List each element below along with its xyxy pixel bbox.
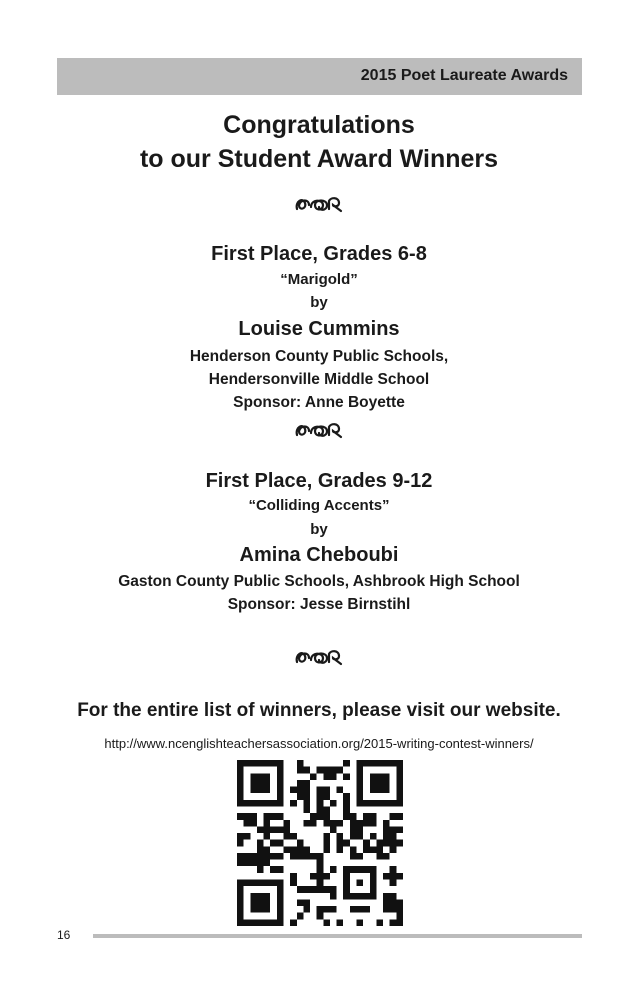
ornament-divider bbox=[0, 648, 638, 671]
winner-1-place: First Place, Grades 6-8 bbox=[211, 243, 427, 265]
ornament-divider bbox=[0, 421, 638, 444]
winner-2-by: by bbox=[310, 521, 328, 538]
website-url-link[interactable]: http://www.ncenglishteachersassociation.org/2015-writing-contest-winners/ bbox=[104, 736, 534, 751]
header-bar bbox=[57, 58, 582, 95]
heading-line-2: to our Student Award Winners bbox=[139, 145, 499, 173]
flourish-icon bbox=[293, 195, 345, 213]
header-title: 2015 Poet Laureate Awards bbox=[360, 67, 568, 84]
winner-2-place: First Place, Grades 9-12 bbox=[205, 470, 433, 492]
winner-2-poem-title: “Colliding Accents” bbox=[248, 497, 390, 514]
winner-2-school-line-1: Gaston County Public Schools, Ashbrook High School bbox=[118, 573, 520, 590]
page-number: 16 bbox=[57, 928, 71, 942]
winner-1-school-line-1: Henderson County Public Schools, bbox=[189, 348, 449, 365]
flourish-icon bbox=[293, 648, 345, 666]
ornament-divider bbox=[0, 195, 638, 218]
winner-1-sponsor: Sponsor: Anne Boyette bbox=[233, 394, 405, 411]
winner-1-by: by bbox=[310, 294, 328, 311]
heading-line-1: Congratulations bbox=[223, 111, 415, 139]
qr-code[interactable] bbox=[237, 760, 403, 926]
footer-rule bbox=[93, 934, 582, 938]
website-call-to-action: For the entire list of winners, please visit our website. bbox=[77, 700, 561, 721]
winner-1-school-line-2: Hendersonville Middle School bbox=[208, 371, 430, 388]
winner-1-poem-title: “Marigold” bbox=[280, 271, 358, 288]
winner-2-sponsor: Sponsor: Jesse Birnstihl bbox=[227, 596, 411, 613]
flourish-icon bbox=[293, 421, 345, 439]
winner-1-name: Louise Cummins bbox=[238, 318, 400, 340]
winner-2-name: Amina Cheboubi bbox=[239, 544, 399, 566]
